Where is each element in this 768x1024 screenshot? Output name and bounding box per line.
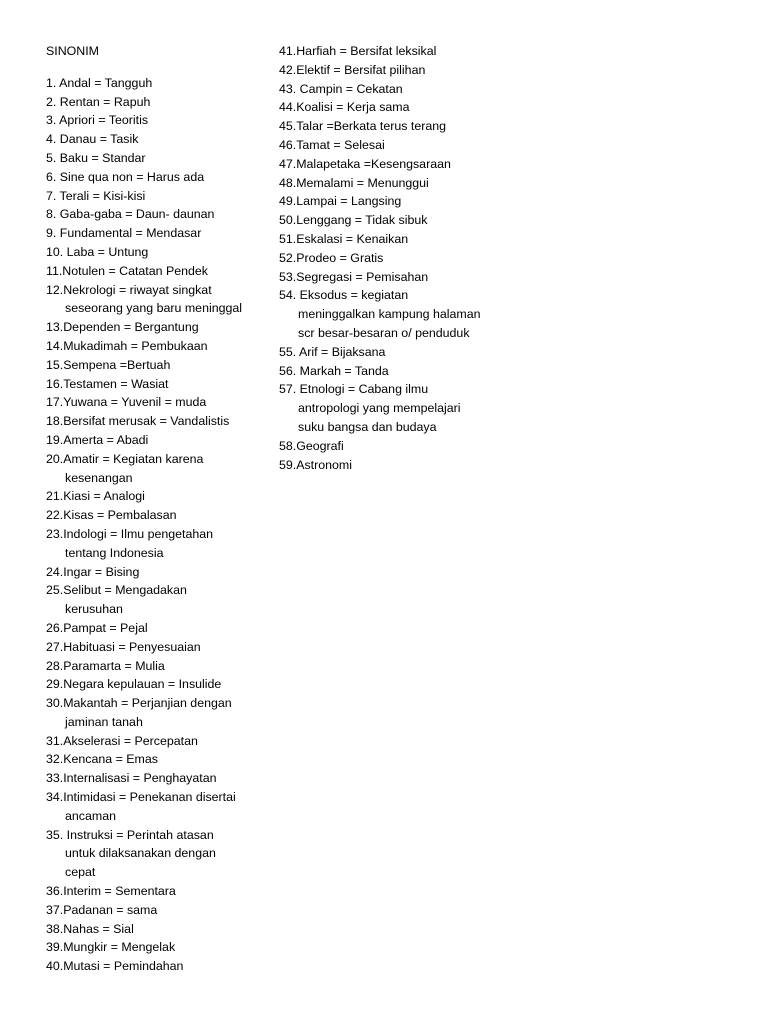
list-item	[46, 882, 271, 901]
list-item	[279, 437, 504, 456]
list-item-text: 56. Markah = Tanda	[279, 363, 389, 378]
list-item	[46, 675, 271, 694]
list-item-text: 5. Baku = Standar	[46, 150, 146, 165]
list-item-text: 48.Memalami = Menunggui	[279, 175, 429, 190]
synonym-list-left	[46, 74, 271, 976]
list-item	[279, 174, 504, 193]
list-item	[46, 957, 271, 976]
list-item	[46, 393, 271, 412]
list-item-text: 6. Sine qua non = Harus ada	[46, 169, 205, 184]
list-item-text: 2. Rentan = Rapuh	[46, 94, 151, 109]
list-item-text: 8. Gaba-gaba = Daun- daunan	[46, 207, 215, 222]
list-item	[46, 638, 271, 657]
list-item	[46, 205, 271, 224]
list-item	[279, 343, 504, 362]
list-item-text: 9. Fundamental = Mendasar	[46, 226, 202, 241]
list-item-text: 46.Tamat = Selesai	[279, 137, 385, 152]
list-item-text: 19.Amerta = Abadi	[46, 432, 149, 447]
synonym-list-right	[279, 42, 504, 474]
list-item	[46, 938, 271, 957]
list-item	[279, 42, 504, 61]
list-item-text: 43. Campin = Cekatan	[279, 81, 403, 96]
list-item-text: 42.Elektif = Bersifat pilihan	[279, 62, 426, 77]
list-item-continuation: seseorang yang baru meninggal	[65, 301, 243, 316]
list-item-text: 37.Padanan = sama	[46, 902, 158, 917]
list-item-text: 22.Kisas = Pembalasan	[46, 508, 177, 523]
list-item	[46, 224, 271, 243]
list-item	[46, 187, 271, 206]
list-item-text: 33.Internalisasi = Penghayatan	[46, 771, 217, 786]
list-item	[279, 230, 504, 249]
list-item	[279, 192, 504, 211]
list-item-continuation: tentang Indonesia	[65, 545, 164, 560]
list-item-text: 31.Akselerasi = Percepatan	[46, 733, 198, 748]
list-item	[46, 788, 271, 826]
list-item-text: 26.Pampat = Pejal	[46, 620, 148, 635]
list-item	[279, 155, 504, 174]
list-item	[46, 337, 271, 356]
list-item-text: 54. Eksodus = kegiatan	[279, 288, 409, 303]
list-item	[46, 356, 271, 375]
list-item	[46, 732, 271, 751]
list-item	[279, 456, 504, 475]
list-item-text: 34.Intimidasi = Penekanan disertai	[46, 790, 236, 805]
list-item	[46, 769, 271, 788]
list-item-text: 21.Kiasi = Analogi	[46, 489, 145, 504]
list-item	[279, 286, 504, 342]
list-item-text: 57. Etnologi = Cabang ilmu	[279, 382, 429, 397]
list-item-text: 16.Testamen = Wasiat	[46, 376, 169, 391]
list-item-text: 25.Selibut = Mengadakan	[46, 583, 187, 598]
list-item-continuation: kerusuhan	[65, 602, 123, 617]
list-item-text: 41.Harfiah = Bersifat leksikal	[279, 44, 437, 58]
list-item-text: 55. Arif = Bijaksana	[279, 344, 386, 359]
list-item	[46, 149, 271, 168]
list-item	[46, 412, 271, 431]
list-item-text: 23.Indologi = Ilmu pengetahan	[46, 526, 214, 541]
list-item	[46, 619, 271, 638]
list-item	[279, 362, 504, 381]
list-item-text: 12.Nekrologi = riwayat singkat	[46, 282, 212, 297]
list-item-text: 3. Apriori = Teoritis	[46, 113, 149, 128]
list-item-text: 10. Laba = Untung	[46, 244, 149, 259]
list-item-continuation: scr besar-besaran o/ penduduk	[298, 325, 470, 340]
list-item-text: 47.Malapetaka =Kesengsaraan	[279, 156, 451, 171]
list-item	[46, 525, 271, 563]
list-item-continuation: kesenangan	[65, 470, 133, 485]
list-item	[46, 93, 271, 112]
list-item-text: 53.Segregasi = Pemisahan	[279, 269, 429, 284]
list-item-text: 49.Lampai = Langsing	[279, 194, 402, 209]
left-column	[46, 42, 271, 976]
list-item	[279, 136, 504, 155]
list-item-continuation: jaminan tanah	[65, 714, 143, 729]
list-item	[46, 281, 271, 319]
list-item-text: 13.Dependen = Bergantung	[46, 320, 199, 335]
list-item	[46, 694, 271, 732]
list-item-text: 28.Paramarta = Mulia	[46, 658, 165, 673]
document-title: SINONIM	[46, 44, 100, 58]
right-column	[279, 42, 504, 474]
list-item-text: 50.Lenggang = Tidak sibuk	[279, 213, 428, 228]
list-item	[46, 375, 271, 394]
list-item	[46, 262, 271, 281]
list-item	[279, 61, 504, 80]
list-item-text: 20.Amatir = Kegiatan karena	[46, 451, 204, 466]
list-item-text: 7. Terali = Kisi-kisi	[46, 188, 146, 203]
list-item	[46, 431, 271, 450]
list-item	[46, 450, 271, 488]
list-item	[46, 920, 271, 939]
list-item	[46, 487, 271, 506]
list-item-continuation: meninggalkan kampung halaman	[298, 307, 481, 322]
list-item	[279, 249, 504, 268]
list-item-continuation: ancaman	[65, 808, 116, 823]
list-item	[46, 243, 271, 262]
list-item	[46, 563, 271, 582]
list-item-text: 32.Kencana = Emas	[46, 752, 158, 767]
list-item	[46, 657, 271, 676]
list-item-text: 44.Koalisi = Kerja sama	[279, 100, 410, 115]
list-item-continuation: cepat	[65, 865, 96, 880]
list-item	[279, 117, 504, 136]
list-item-text: 45.Talar =Berkata terus terang	[279, 119, 447, 134]
list-item-text: 1. Andal = Tangguh	[46, 75, 153, 90]
list-item	[279, 80, 504, 99]
list-item-text: 59.Astronomi	[279, 457, 353, 472]
list-item	[279, 380, 504, 436]
list-item-continuation: untuk dilaksanakan dengan	[65, 846, 216, 861]
list-item	[46, 581, 271, 619]
list-item	[46, 750, 271, 769]
list-item-text: 39.Mungkir = Mengelak	[46, 940, 176, 955]
list-item	[46, 168, 271, 187]
list-item	[46, 318, 271, 337]
list-item	[46, 74, 271, 93]
list-item	[46, 901, 271, 920]
list-item-text: 51.Eskalasi = Kenaikan	[279, 231, 409, 246]
list-item	[46, 111, 271, 130]
list-item-text: 38.Nahas = Sial	[46, 921, 134, 936]
list-item-continuation: antropologi yang mempelajari	[298, 401, 461, 416]
list-item-text: 17.Yuwana = Yuvenil = muda	[46, 395, 207, 410]
list-item-text: 11.Notulen = Catatan Pendek	[46, 263, 208, 278]
list-item-text: 24.Ingar = Bising	[46, 564, 140, 579]
list-item-text: 35. Instruksi = Perintah atasan	[46, 827, 214, 842]
list-item-text: 18.Bersifat merusak = Vandalistis	[46, 414, 230, 429]
list-item-text: 14.Mukadimah = Pembukaan	[46, 338, 208, 353]
list-item-text: 29.Negara kepulauan = Insulide	[46, 677, 222, 692]
list-item	[279, 98, 504, 117]
list-item-text: 40.Mutasi = Pemindahan	[46, 959, 184, 974]
list-item-text: 27.Habituasi = Penyesuaian	[46, 639, 201, 654]
list-item-text: 15.Sempena =Bertuah	[46, 357, 171, 372]
list-item-text: 30.Makantah = Perjanjian dengan	[46, 696, 232, 711]
list-item	[46, 506, 271, 525]
list-item	[46, 130, 271, 149]
list-item	[46, 826, 271, 882]
list-item	[279, 268, 504, 287]
list-item-text: 36.Interim = Sementara	[46, 884, 176, 899]
list-item-text: 58.Geografi	[279, 438, 344, 453]
list-item-continuation: suku bangsa dan budaya	[298, 419, 437, 434]
list-item	[279, 211, 504, 230]
list-item-text: 4. Danau = Tasik	[46, 132, 139, 147]
list-item-text: 52.Prodeo = Gratis	[279, 250, 384, 265]
